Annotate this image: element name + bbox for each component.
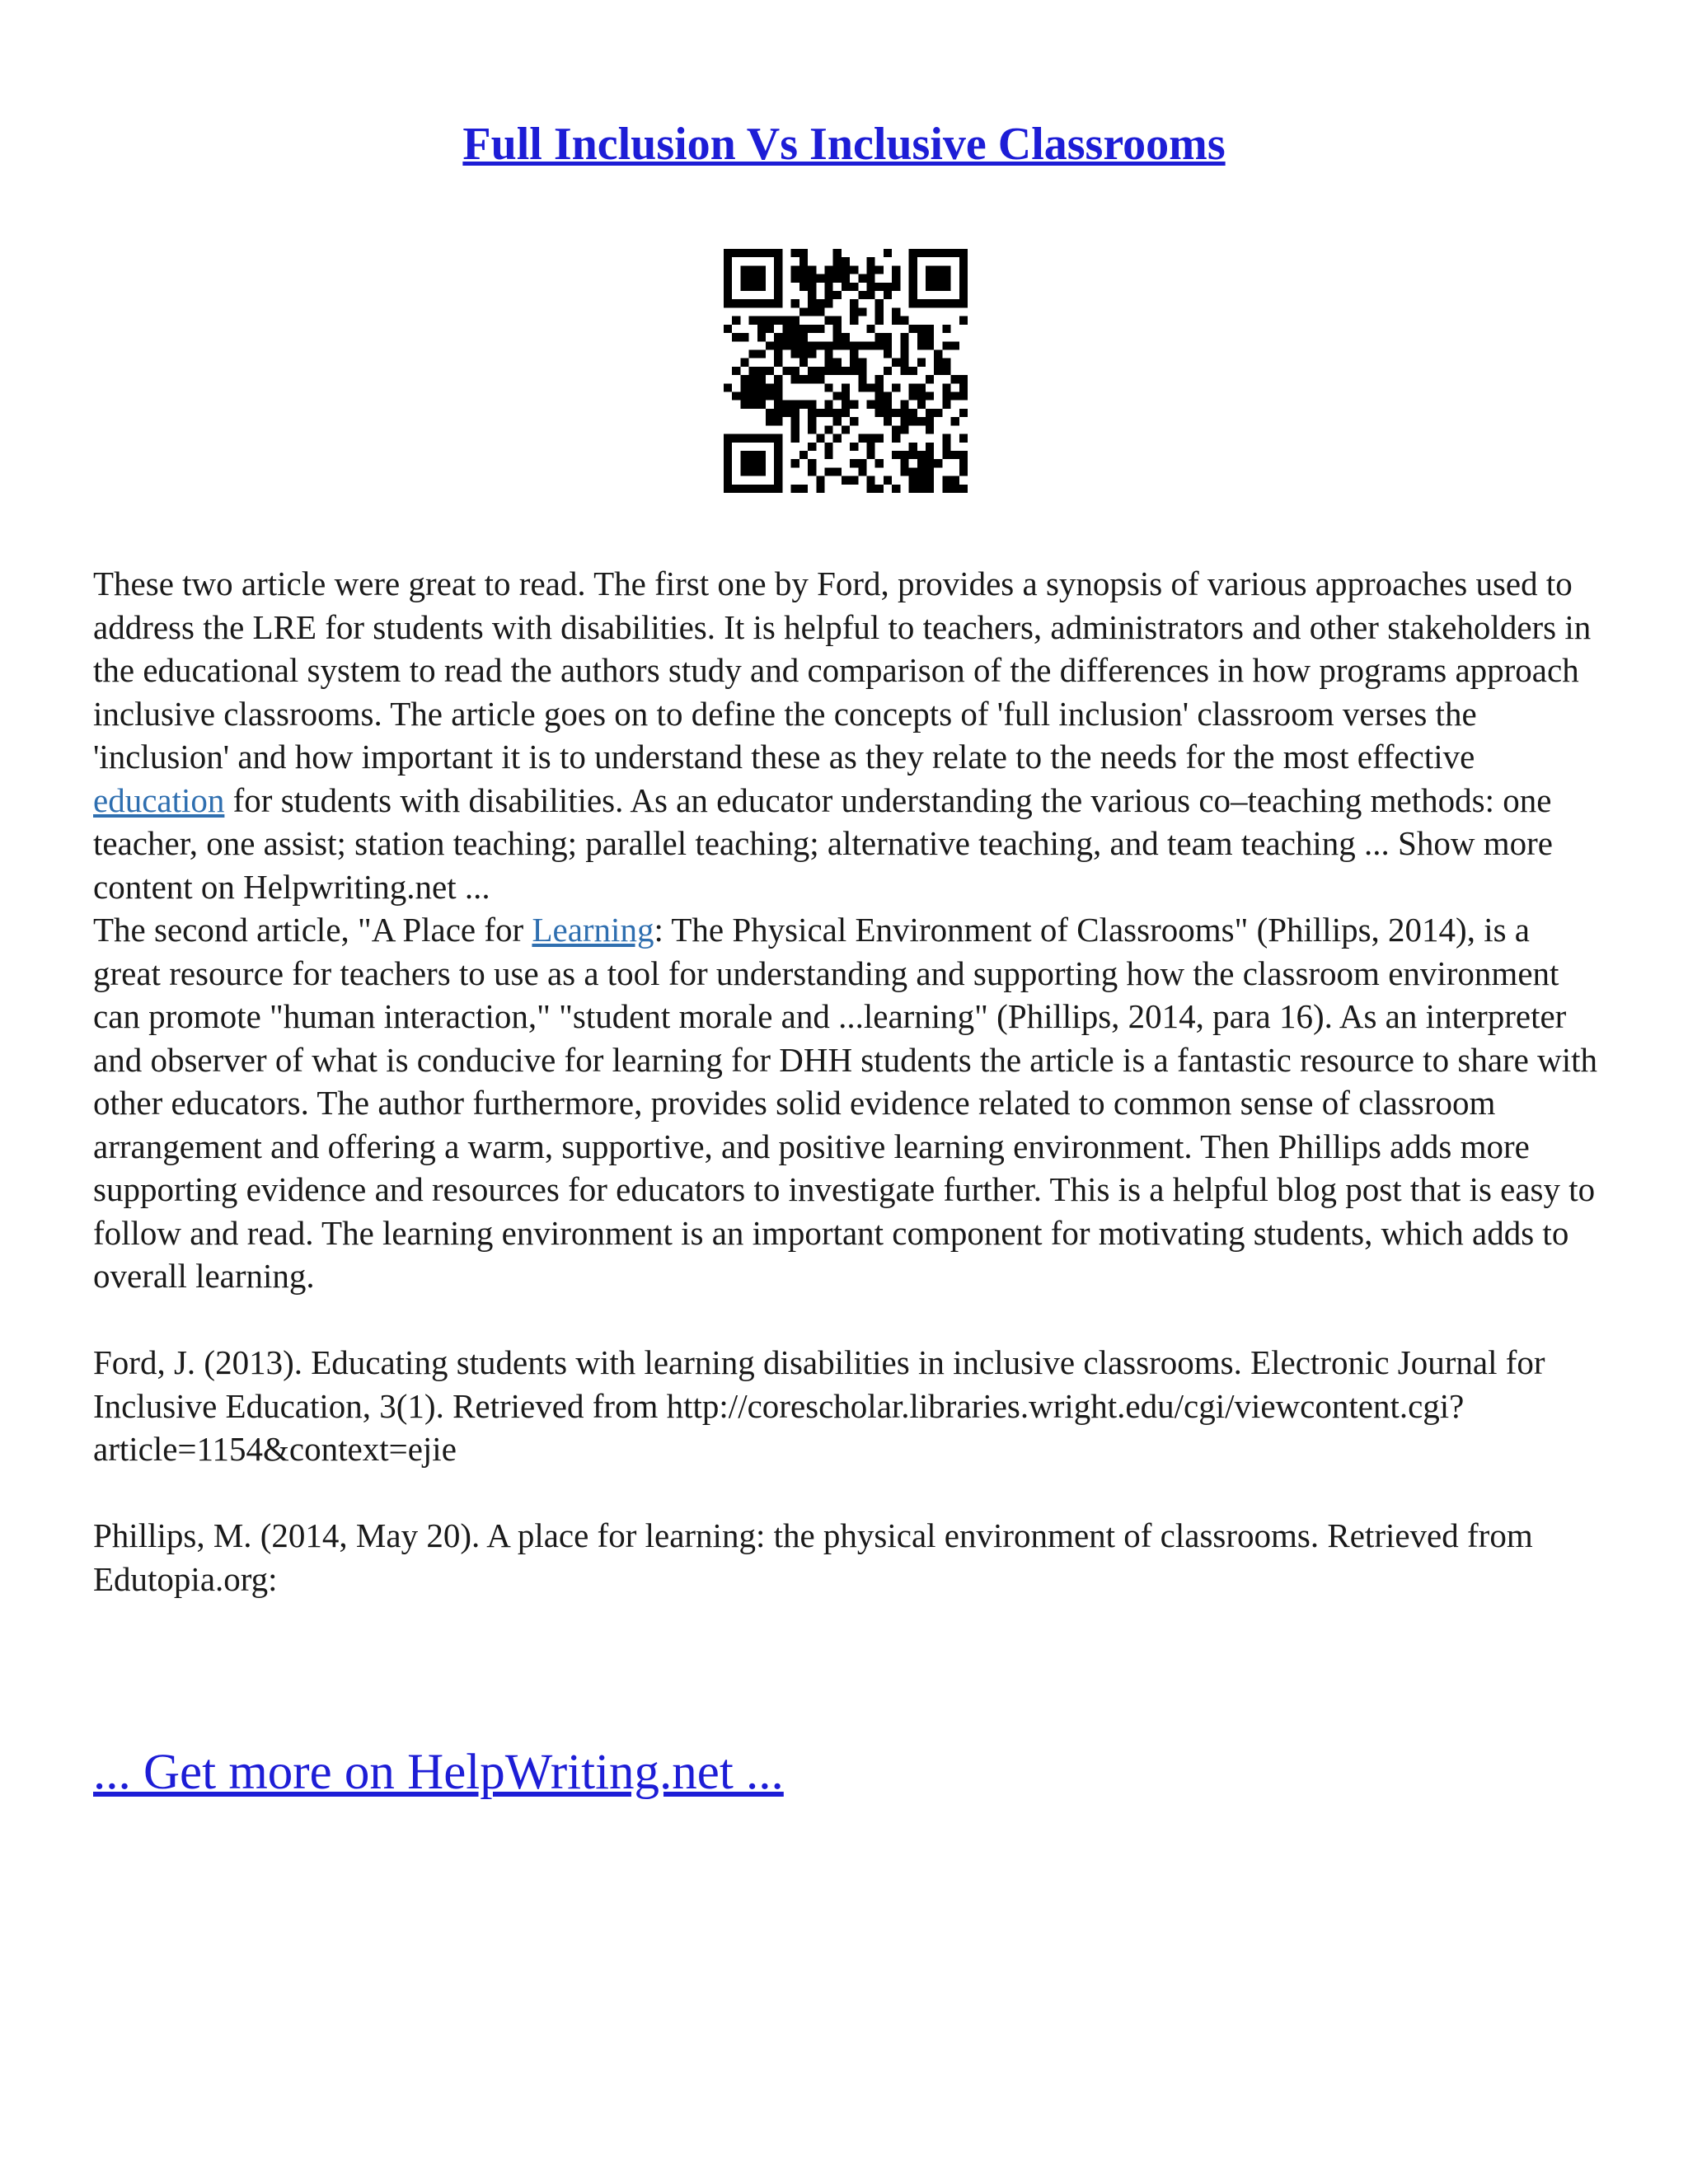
qr-code-icon bbox=[724, 249, 968, 493]
get-more-link[interactable]: ... Get more on HelpWriting.net ... bbox=[93, 1745, 784, 1800]
paragraph-phillips-summary: The second article, "A Place for Learning: The Physical Environment of Classrooms" (Phillips, 2014), is a great resource for teachers to use as a tool for understanding and supporting how the classroom environment can promote "human interaction," "student morale and ...learning" (Phillips, 2014, para 16). As an interpreter and observer of what is conducive for learning for DHH students the article is a fantastic resource to share with other educators. The author furthermore, provides solid evidence related to common sense of classroom arrangement and offering a warm, supportive, and positive learning environment. Then Phillips adds more supporting evidence and resources for educators to investigate further. This is a helpful blog post that is easy to follow and read. The learning environment is an important component for motivating students, which adds to overall learning. bbox=[93, 911, 1598, 1295]
reference-phillips: Phillips, M. (2014, May 20). A place for learning: the physical environment of classrooms. Retrieved from Edutopia.org: bbox=[93, 1516, 1533, 1598]
spacer bbox=[93, 1298, 1601, 1342]
get-more-footer bbox=[93, 1743, 784, 1802]
page-title bbox=[0, 115, 1688, 173]
paragraph-ford-summary: These two article were great to read. The first one by Ford, provides a synopsis of various approaches used to address the LRE for students with disabilities. It is helpful to teachers, administrators and other stakeholders in the educational system to read the authors study and comparison of the differences in how programs approach inclusive classrooms. The article goes on to define the concepts of 'full inclusion' classroom verses the 'inclusion' and how important it is to understand these as they relate to the needs for the most effective education for students with disabilities. As an educator understanding the various co–teaching methods: one teacher, one assist; station teaching; parallel teaching; alternative teaching, and team teaching ... Show more content on Helpwriting.net ... bbox=[93, 565, 1592, 906]
article-body bbox=[93, 562, 1601, 1601]
learning-link[interactable]: Learning bbox=[532, 911, 654, 949]
title-link[interactable]: Full Inclusion Vs Inclusive Classrooms bbox=[462, 119, 1226, 170]
education-link[interactable]: education bbox=[93, 780, 225, 819]
spacer bbox=[93, 1471, 1601, 1515]
reference-ford: Ford, J. (2013). Educating students with learning disabilities in inclusive classrooms. Electronic Journal for Inclusive Education, 3(1). Retrieved from http://corescholar.libraries.wright.edu/cgi/viewcontent.cgi?article=1154&context=ejie bbox=[93, 1343, 1545, 1468]
